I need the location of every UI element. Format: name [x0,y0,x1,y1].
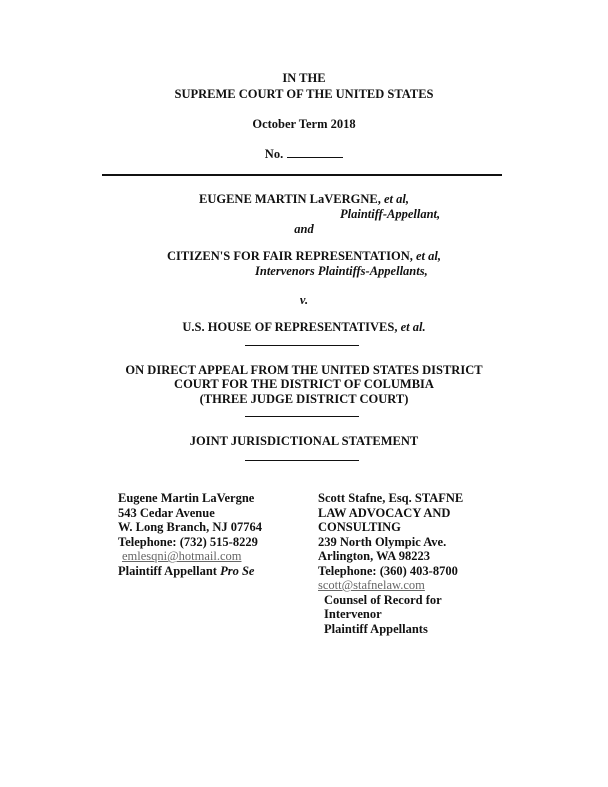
left-counsel-role-prefix: Plaintiff Appellant [118,563,217,578]
intervenor-line [0,249,608,264]
left-counsel-block [118,491,262,578]
appellant-name: EUGENE MARTIN LaVERGNE, [199,192,381,206]
right-counsel-block [318,491,463,636]
case-number [0,146,608,162]
left-counsel-role-suffix: Pro Se [220,563,255,578]
term: October Term 2018 [252,117,356,131]
appellee-name: U.S. HOUSE OF REPRESENTATIVES, [182,320,398,334]
right-counsel-firm2: CONSULTING [318,520,401,534]
right-counsel-role3: Plaintiff Appellants [324,621,428,636]
appellant-etal: et al, [384,192,409,206]
left-counsel-telephone: Telephone: (732) 515-8229 [118,534,258,549]
right-counsel-firm1: LAW ADVOCACY AND [318,505,451,520]
right-counsel-role1: Counsel of Record for [324,592,442,607]
case-number-blank [287,146,343,158]
appeal-rule [245,416,359,417]
left-counsel-role [118,564,262,579]
left-counsel-address1: 543 Cedar Avenue [118,505,215,520]
case-number-label: No. [264,147,284,161]
versus: v. [299,293,309,307]
appeal-line-1: ON DIRECT APPEAL FROM THE UNITED STATES DISTRICT [125,363,483,377]
right-counsel-telephone: Telephone: (360) 403-8700 [318,563,458,578]
appeal-line-3: (THREE JUDGE DISTRICT COURT) [199,392,409,406]
court-name: SUPREME COURT OF THE UNITED STATES [174,87,434,101]
header-rule [102,174,502,176]
appellant-line [0,192,608,207]
left-counsel-address2: W. Long Branch, NJ 07764 [118,520,263,534]
left-counsel-email-link[interactable]: emlesqni@hotmail.com [122,549,242,563]
intervenor-etal: et al, [416,249,441,263]
intervenor-role: Intervenors Plaintiffs-Appellants, [255,264,428,278]
and-connector: and [294,222,314,236]
appellee-etal: et al. [400,320,426,334]
appellee-line [0,320,608,335]
parties-rule [245,345,359,346]
intervenor-name: CITIZEN'S FOR FAIR REPRESENTATION, [167,249,413,263]
right-counsel-email-link[interactable]: scott@stafnelaw.com [318,578,425,592]
appeal-line-2: COURT FOR THE DISTRICT OF COLUMBIA [174,377,434,391]
title-rule [245,460,359,461]
statement-title: JOINT JURISDICTIONAL STATEMENT [189,434,419,448]
right-counsel-address2: Arlington, WA 98223 [318,549,430,563]
court-in-the: IN THE [282,71,326,85]
right-counsel-name: Scott Stafne, Esq. STAFNE [318,491,464,505]
appellant-role: Plaintiff-Appellant, [340,207,441,221]
left-counsel-name: Eugene Martin LaVergne [118,491,255,505]
right-counsel-address1: 239 North Olympic Ave. [318,534,447,549]
right-counsel-role2: Intervenor [324,607,382,621]
